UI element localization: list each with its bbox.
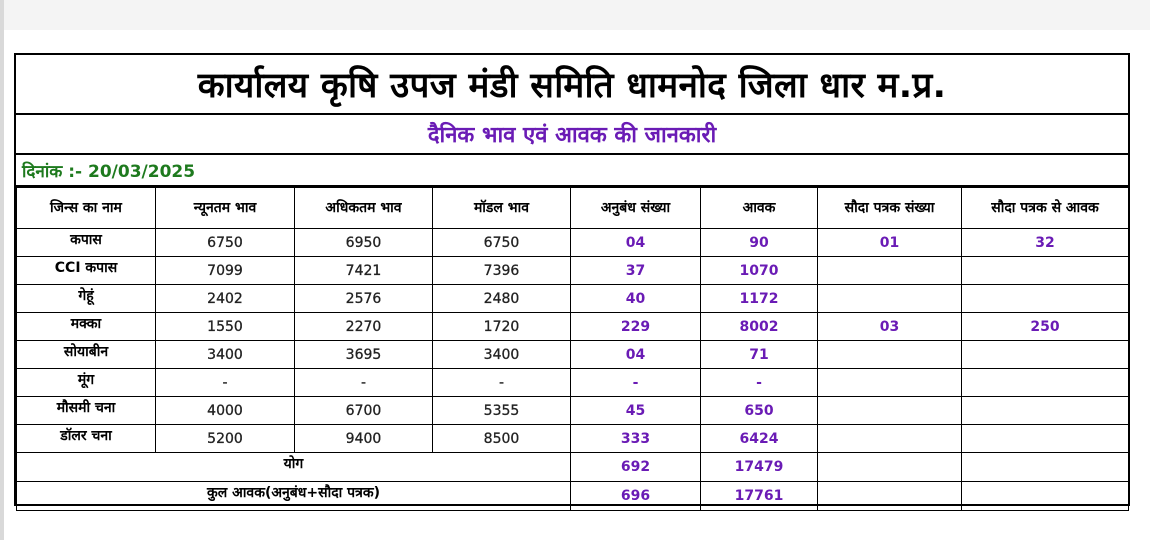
office-title: कार्यालय कृषि उपज मंडी समिति धामनोद जिला धार म.प्र. [16,55,1128,115]
deal-count [818,285,962,313]
total-deal-arrival [962,453,1129,482]
min-price: 7099 [156,257,295,285]
arrival: 1172 [701,285,818,313]
max-price: 9400 [295,425,433,453]
total-row [17,453,1129,482]
deal-count [818,257,962,285]
model-price: 8500 [433,425,571,453]
table-row [17,369,1129,397]
model-price: 5355 [433,397,571,425]
report-date: दिनांक :- 20/03/2025 [16,155,1128,187]
min-price: 4000 [156,397,295,425]
deal-arrival [962,257,1129,285]
deal-arrival [962,397,1129,425]
grand-total-label: कुल आवक(अनुबंध+सौदा पत्रक) [17,482,571,511]
contract-count: - [571,369,701,397]
table-row [17,257,1129,285]
arrival: 6424 [701,425,818,453]
deal-arrival [962,425,1129,453]
col-header-max-price: अधिकतम भाव [295,188,433,229]
deal-count [818,397,962,425]
contract-count: 37 [571,257,701,285]
table-row [17,425,1129,453]
deal-arrival [962,369,1129,397]
contract-count: 229 [571,313,701,341]
screenshot-top-band [0,0,1150,30]
min-price: 1550 [156,313,295,341]
commodity-name: गेहूं [17,285,156,313]
table-row [17,229,1129,257]
total-contracts: 692 [571,453,701,482]
contract-count: 45 [571,397,701,425]
total-deal-count [818,453,962,482]
col-header-min-price: न्यूनतम भाव [156,188,295,229]
commodity-name: मौसमी चना [17,397,156,425]
deal-count [818,369,962,397]
model-price: 2480 [433,285,571,313]
table-row [17,397,1129,425]
grand-total-contracts: 696 [571,482,701,511]
commodity-name: कपास [17,229,156,257]
arrival: 650 [701,397,818,425]
max-price: 6950 [295,229,433,257]
commodity-name: मक्का [17,313,156,341]
deal-count: 01 [818,229,962,257]
commodity-name: CCI कपास [17,257,156,285]
min-price: 5200 [156,425,295,453]
arrival: 71 [701,341,818,369]
table-row [17,313,1129,341]
deal-arrival [962,285,1129,313]
table-row [17,341,1129,369]
max-price: 6700 [295,397,433,425]
total-arrival: 17479 [701,453,818,482]
model-price: 7396 [433,257,571,285]
max-price: - [295,369,433,397]
commodity-name: मूंग [17,369,156,397]
col-header-commodity: जिन्स का नाम [17,188,156,229]
table-row [17,285,1129,313]
min-price: 3400 [156,341,295,369]
min-price: 2402 [156,285,295,313]
contract-count: 04 [571,229,701,257]
min-price: 6750 [156,229,295,257]
contract-count: 40 [571,285,701,313]
col-header-deal-count: सौदा पत्रक संख्या [818,188,962,229]
deal-arrival: 32 [962,229,1129,257]
model-price: 1720 [433,313,571,341]
contract-count: 04 [571,341,701,369]
arrival: 90 [701,229,818,257]
grand-total-deal-count [818,482,962,511]
col-header-deal-arrival: सौदा पत्रक से आवक [962,188,1129,229]
deal-count: 03 [818,313,962,341]
commodity-name: डॉलर चना [17,425,156,453]
deal-arrival [962,341,1129,369]
screenshot-left-edge [0,0,4,540]
contract-count: 333 [571,425,701,453]
min-price: - [156,369,295,397]
arrival: 1070 [701,257,818,285]
table-header-row [17,188,1129,229]
col-header-arrival: आवक [701,188,818,229]
mandi-rate-sheet [14,53,1130,506]
max-price: 2576 [295,285,433,313]
col-header-model-price: मॉडल भाव [433,188,571,229]
deal-count [818,425,962,453]
arrival: - [701,369,818,397]
deal-count [818,341,962,369]
max-price: 3695 [295,341,433,369]
model-price: 3400 [433,341,571,369]
grand-total-deal-arrival [962,482,1129,511]
arrival: 8002 [701,313,818,341]
model-price: - [433,369,571,397]
col-header-contract-count: अनुबंध संख्या [571,188,701,229]
report-subtitle: दैनिक भाव एवं आवक की जानकारी [16,115,1128,155]
model-price: 6750 [433,229,571,257]
max-price: 2270 [295,313,433,341]
deal-arrival: 250 [962,313,1129,341]
commodity-name: सोयाबीन [17,341,156,369]
rates-table [16,187,1129,511]
total-label: योग [17,453,571,482]
max-price: 7421 [295,257,433,285]
grand-total-arrival: 17761 [701,482,818,511]
grand-total-row [17,482,1129,511]
